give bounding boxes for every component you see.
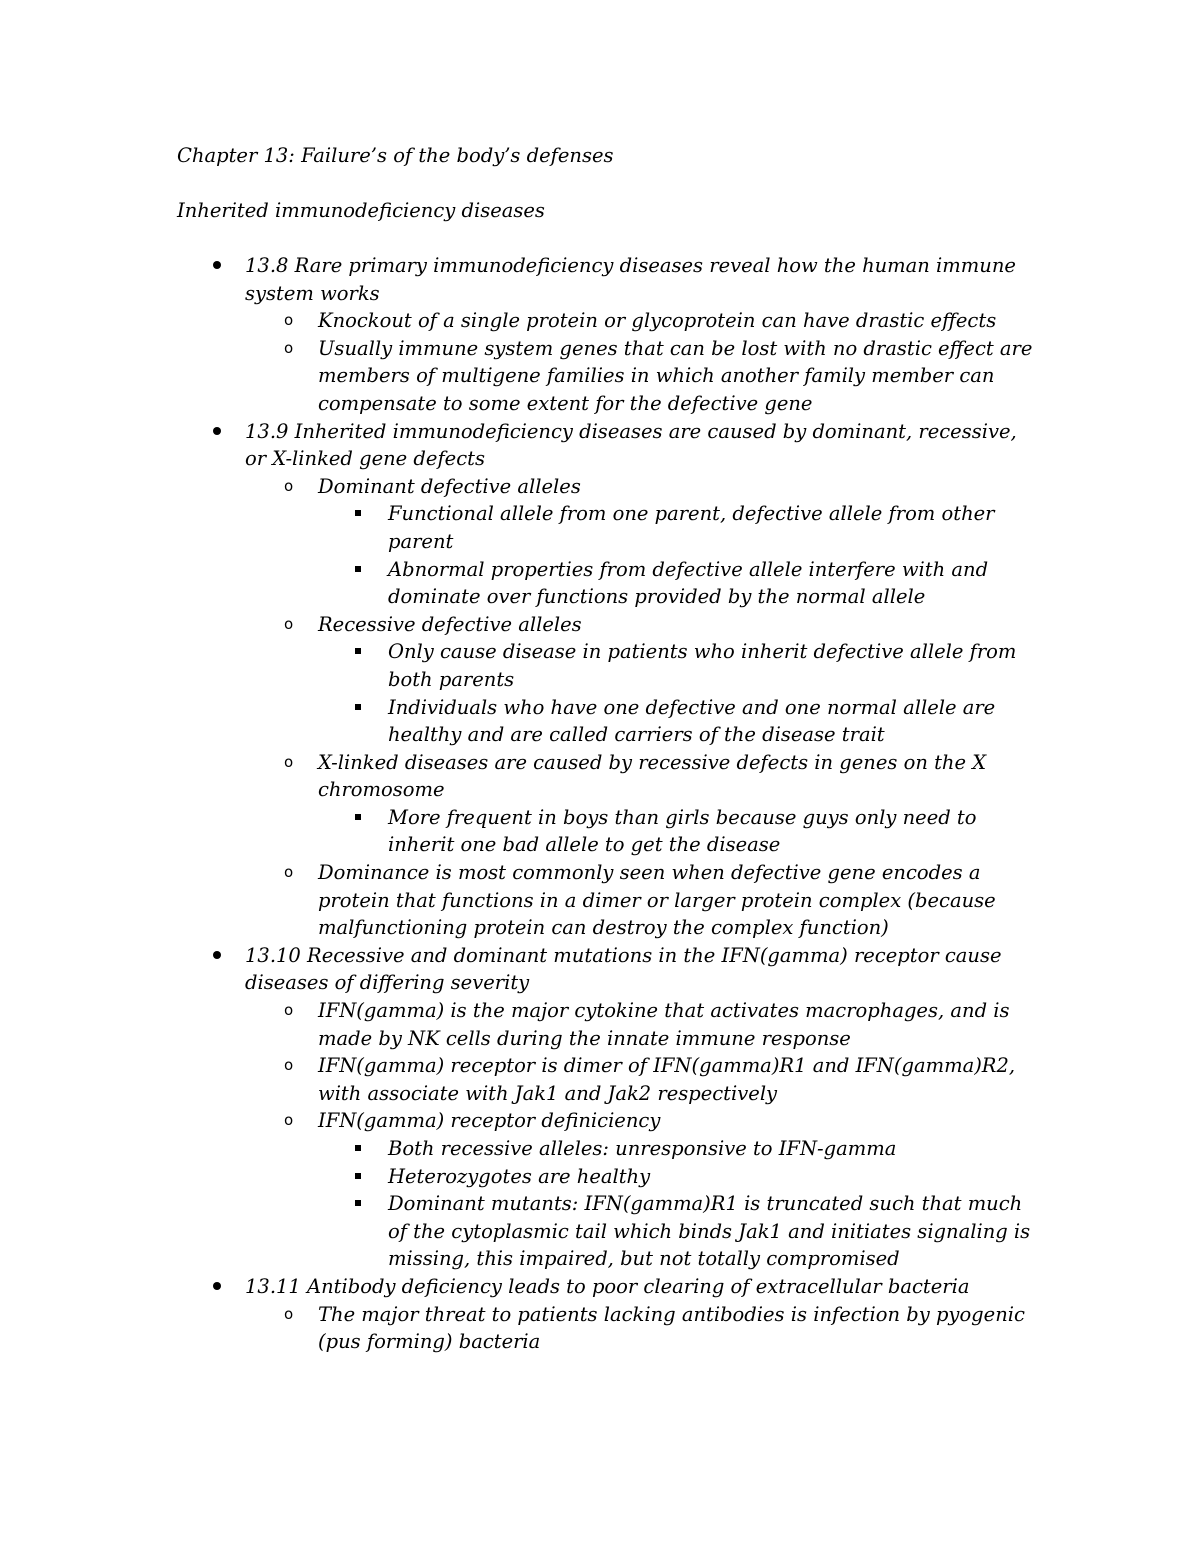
item-text: IFN(gamma) is the major cytokine that activates macrophages, and is made by NK cells during the innate immune response	[318, 999, 1010, 1050]
bullet-square-icon	[355, 704, 361, 710]
item-text: Dominant mutants: IFN(gamma)R1 is truncated such that much of the cytoplasmic tail which binds Jak1 and initiates signaling is missing, this impaired, but not totally compromised	[388, 1192, 1031, 1271]
bullet-circle-icon: o	[284, 476, 294, 495]
item-text: Only cause disease in patients who inherit defective allele from both parents	[388, 640, 1017, 691]
outline-item-level3	[388, 1135, 1038, 1163]
item-text: Recessive defective alleles	[318, 612, 582, 636]
item-text: 13.10 Recessive and dominant mutations in the IFN(gamma) receptor cause diseases of differing severity	[245, 943, 1002, 995]
outline-item-level1	[245, 942, 1035, 997]
item-text: IFN(gamma) receptor is dimer of IFN(gamma)R1 and IFN(gamma)R2, with associate with Jak1 and Jak2 respectively	[318, 1054, 1016, 1105]
bullet-square-icon	[355, 1145, 361, 1151]
outline-item-level3	[388, 1190, 1038, 1273]
item-text: Usually immune system genes that can be lost with no drastic effect are members of multigene families in which another family member can compensate to some extent for the defective gene	[318, 336, 1033, 415]
outline-item-level2	[284, 611, 1033, 639]
item-text: Heterozygotes are healthy	[388, 1164, 651, 1188]
outline-item-level2	[284, 997, 1033, 1052]
bullet-disc-icon	[213, 427, 221, 435]
outline-item-level3	[388, 556, 1038, 611]
bullet-square-icon	[355, 648, 361, 654]
section-title: Inherited immunodeficiency diseases	[177, 199, 545, 222]
item-text: Both recessive alleles: unresponsive to IFN-gamma	[388, 1137, 897, 1160]
item-text: Individuals who have one defective and one normal allele are healthy and are called carriers of the disease trait	[388, 695, 996, 747]
bullet-circle-icon: o	[284, 614, 294, 633]
bullet-square-icon	[355, 1173, 361, 1179]
bullet-square-icon	[355, 814, 361, 820]
outline-item-level2	[284, 473, 1033, 501]
outline-item-level3	[388, 804, 1038, 859]
outline-item-level2	[284, 1107, 1033, 1135]
bullet-circle-icon: o	[284, 1056, 294, 1075]
item-text: Abnormal properties from defective allele interfere with and dominate over functions provided by the normal allele	[388, 557, 989, 609]
outline-item-level1	[245, 418, 1035, 473]
bullet-disc-icon	[213, 951, 221, 959]
bullet-square-icon	[355, 1200, 361, 1206]
chapter-title: Chapter 13: Failure’s of the body’s defenses	[177, 144, 614, 167]
bullet-circle-icon: o	[284, 752, 294, 771]
item-text: Dominance is most commonly seen when defective gene encodes a protein that functions in a dimer or larger protein complex (because malfunctioning protein can destroy the complex function)	[318, 861, 996, 940]
outline-item-level2	[284, 307, 1033, 335]
bullet-disc-icon	[213, 261, 221, 269]
bullet-circle-icon: o	[284, 311, 294, 330]
outline-item-level1	[245, 252, 1035, 307]
outline-item-level2	[284, 335, 1033, 418]
outline-item-level1	[245, 1273, 1035, 1301]
bullet-circle-icon: o	[284, 1111, 294, 1130]
bullet-circle-icon: o	[284, 1001, 294, 1020]
item-text: Knockout of a single protein or glycoprotein can have drastic effects	[318, 309, 997, 333]
bullet-disc-icon	[213, 1282, 221, 1290]
bullet-circle-icon: o	[284, 863, 294, 882]
outline-list	[0, 252, 1200, 1356]
outline-item-level2	[284, 1052, 1033, 1107]
bullet-circle-icon: o	[284, 338, 294, 357]
outline-item-level2	[284, 1301, 1033, 1356]
bullet-circle-icon: o	[284, 1304, 294, 1323]
item-text: 13.8 Rare primary immunodeficiency diseases reveal how the human immune system works	[245, 254, 1016, 305]
outline-item-level2	[284, 749, 1033, 804]
item-text: 13.11 Antibody deficiency leads to poor clearing of extracellular bacteria	[245, 1274, 970, 1298]
item-text: Dominant defective alleles	[318, 474, 581, 498]
bullet-square-icon	[355, 510, 361, 516]
outline-item-level2	[284, 859, 1033, 942]
item-text: Functional allele from one parent, defective allele from other parent	[388, 502, 995, 553]
item-text: The major threat to patients lacking antibodies is infection by pyogenic (pus forming) bacteria	[318, 1302, 1025, 1354]
outline-item-level3	[388, 500, 1038, 555]
outline-item-level3	[388, 694, 1038, 749]
item-text: 13.9 Inherited immunodeficiency diseases are caused by dominant, recessive, or X-linked gene defects	[245, 419, 1017, 471]
bullet-square-icon	[355, 566, 361, 572]
item-text: IFN(gamma) receptor definiciency	[318, 1109, 661, 1133]
item-text: X-linked diseases are caused by recessive defects in genes on the X chromosome	[318, 750, 987, 802]
outline-item-level3	[388, 638, 1038, 693]
outline-item-level3	[388, 1163, 1038, 1191]
item-text: More frequent in boys than girls because guys only need to inherit one bad allele to get the disease	[388, 805, 977, 857]
